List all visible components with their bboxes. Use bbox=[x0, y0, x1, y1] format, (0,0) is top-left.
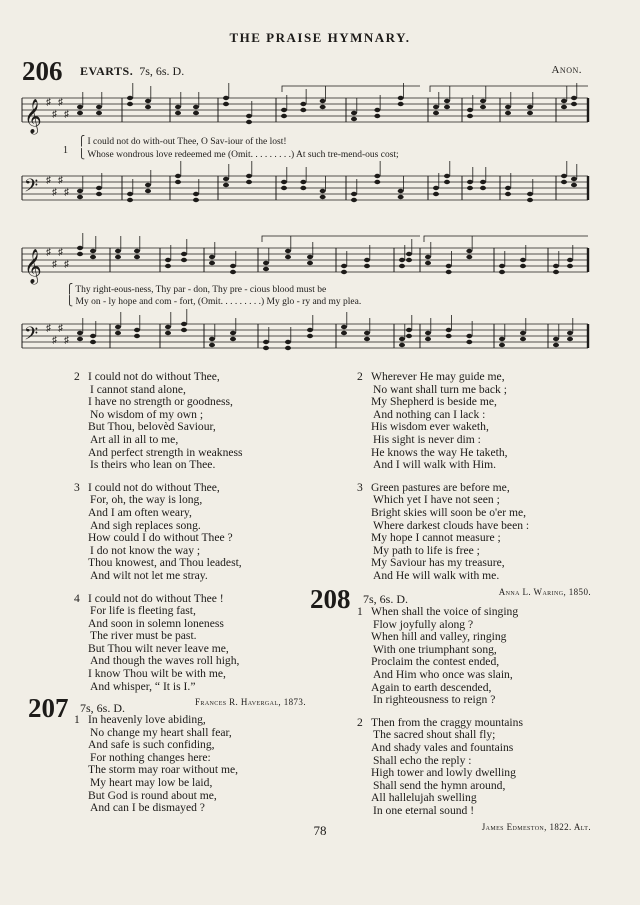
note-head bbox=[425, 261, 431, 265]
note-head bbox=[300, 180, 306, 184]
note-head bbox=[398, 195, 404, 199]
note-head bbox=[193, 198, 199, 202]
hymn-207-number: 207 bbox=[28, 693, 69, 723]
note-head bbox=[181, 252, 187, 256]
note-head bbox=[230, 264, 236, 268]
note-head bbox=[520, 331, 526, 335]
volta-bracket bbox=[262, 236, 420, 242]
note-head bbox=[209, 255, 215, 259]
note-head bbox=[553, 270, 559, 274]
note-head bbox=[567, 264, 573, 268]
note-head bbox=[527, 111, 533, 115]
volta-bracket bbox=[424, 236, 588, 242]
note-head bbox=[193, 111, 199, 115]
stanza: 3 I could not do without Thee, For, oh, the way is long, And I am often weary, And sigh replaces song. How could I do without Thee ? I do not know the way ; Thou knowest, and Thou leadest, And wilt not let me stray. bbox=[74, 480, 242, 582]
note-head bbox=[263, 340, 269, 344]
sharp-icon: ♯ bbox=[64, 187, 69, 198]
note-head bbox=[145, 99, 151, 103]
hymn-206-tune-line bbox=[80, 64, 184, 79]
underlay-s2-line1: ⎧ Thy right-eous-ness, Thy par - don, Thy pre - cious blood must be bbox=[66, 285, 327, 295]
note-head bbox=[193, 105, 199, 109]
note-head bbox=[223, 177, 229, 181]
note-head bbox=[364, 264, 370, 268]
note-head bbox=[145, 105, 151, 109]
note-head bbox=[399, 337, 405, 341]
note-head bbox=[527, 105, 533, 109]
note-head bbox=[341, 264, 347, 268]
system-2-bass-staff bbox=[0, 318, 640, 362]
stanza: 3 Green pastures are before me, Which yet I have not seen ; Bright skies will soon be o'er me, Where darkest clouds have been : My hope I cannot measure ; My path to life is free ; My Saviour has my treasure, And He will walk with me. Anna L. Waring, 1850. bbox=[357, 482, 597, 597]
stanza: 2 Then from the craggy mountains The sacred shout shall fly; And shady vales and fountains Shall echo the reply : High tower and lowly dwelling Shall send the hymn around, All hallelujah swelling In one eternal sound ! James Edmeston, 1822. Alt. bbox=[357, 717, 597, 832]
note-head bbox=[505, 111, 511, 115]
sharp-icon: ♯ bbox=[52, 335, 57, 346]
note-head bbox=[351, 117, 357, 121]
note-head bbox=[175, 180, 181, 184]
note-head bbox=[193, 192, 199, 196]
underlay-s1-line1: ⎧ I could not do with-out Thee, O Sav-iour of the lost! bbox=[78, 137, 287, 147]
note-head bbox=[263, 267, 269, 271]
note-head bbox=[77, 252, 83, 256]
note-head bbox=[466, 340, 472, 344]
note-head bbox=[115, 255, 121, 259]
note-head bbox=[446, 334, 452, 338]
note-head bbox=[571, 177, 577, 181]
note-head bbox=[209, 343, 215, 347]
system-1-treble-staff bbox=[0, 92, 640, 136]
note-head bbox=[444, 99, 450, 103]
note-head bbox=[77, 105, 83, 109]
note-head bbox=[285, 340, 291, 344]
note-head bbox=[165, 331, 171, 335]
note-head bbox=[127, 192, 133, 196]
bass-clef-icon: 𝄢 bbox=[24, 324, 39, 349]
note-head bbox=[505, 186, 511, 190]
note-head bbox=[467, 180, 473, 184]
note-head bbox=[223, 102, 229, 106]
note-head bbox=[467, 186, 473, 190]
note-head bbox=[281, 180, 287, 184]
note-head bbox=[307, 261, 313, 265]
note-head bbox=[230, 337, 236, 341]
note-head bbox=[300, 108, 306, 112]
note-head bbox=[165, 325, 171, 329]
note-head bbox=[145, 183, 151, 187]
note-head bbox=[175, 105, 181, 109]
note-head bbox=[433, 111, 439, 115]
note-head bbox=[374, 114, 380, 118]
note-head bbox=[466, 334, 472, 338]
note-head bbox=[165, 264, 171, 268]
note-head bbox=[77, 189, 83, 193]
note-head bbox=[561, 105, 567, 109]
sharp-icon: ♯ bbox=[58, 97, 63, 108]
sharp-icon: ♯ bbox=[46, 247, 51, 258]
note-head bbox=[499, 270, 505, 274]
note-head bbox=[520, 264, 526, 268]
note-head bbox=[134, 334, 140, 338]
note-head bbox=[246, 174, 252, 178]
note-head bbox=[571, 102, 577, 106]
note-head bbox=[374, 180, 380, 184]
note-head bbox=[127, 102, 133, 106]
underlay-s1-line2: ⎩ Whose wondrous love redeemed me (Omit. . . . . . . . .) At such tre-mend-ous cost; bbox=[78, 150, 399, 160]
note-head bbox=[90, 334, 96, 338]
note-head bbox=[285, 249, 291, 253]
note-head bbox=[181, 328, 187, 332]
note-head bbox=[90, 249, 96, 253]
note-head bbox=[374, 108, 380, 112]
note-head bbox=[300, 186, 306, 190]
note-head bbox=[351, 111, 357, 115]
hymn-206-number: 206 bbox=[22, 56, 63, 86]
note-head bbox=[281, 186, 287, 190]
sharp-icon: ♯ bbox=[46, 323, 51, 334]
note-head bbox=[398, 102, 404, 106]
note-head bbox=[209, 261, 215, 265]
verse-mark: 1 bbox=[63, 145, 68, 156]
note-head bbox=[466, 249, 472, 253]
note-head bbox=[480, 186, 486, 190]
note-head bbox=[499, 264, 505, 268]
note-head bbox=[520, 337, 526, 341]
attribution: Frances R. Havergal, 1873. bbox=[195, 697, 306, 708]
note-head bbox=[398, 96, 404, 100]
note-head bbox=[480, 180, 486, 184]
note-head bbox=[263, 261, 269, 265]
note-head bbox=[77, 246, 83, 250]
note-head bbox=[425, 337, 431, 341]
sharp-icon: ♯ bbox=[58, 247, 63, 258]
note-head bbox=[399, 258, 405, 262]
note-head bbox=[527, 192, 533, 196]
note-head bbox=[480, 99, 486, 103]
note-head bbox=[341, 331, 347, 335]
note-head bbox=[406, 252, 412, 256]
sharp-icon: ♯ bbox=[58, 323, 63, 334]
hymn-206-stanzas bbox=[74, 371, 314, 717]
sharp-icon: ♯ bbox=[64, 335, 69, 346]
hymn-207-stanzas bbox=[357, 371, 597, 607]
note-head bbox=[281, 114, 287, 118]
note-head bbox=[223, 183, 229, 187]
composer: Anon. bbox=[551, 64, 582, 76]
note-head bbox=[505, 105, 511, 109]
note-head bbox=[406, 258, 412, 262]
note-head bbox=[96, 192, 102, 196]
system-1-bass-staff bbox=[0, 170, 640, 214]
note-head bbox=[553, 343, 559, 347]
treble-clef-icon: 𝄞 bbox=[24, 249, 42, 284]
note-head bbox=[571, 96, 577, 100]
note-head bbox=[425, 255, 431, 259]
note-head bbox=[444, 105, 450, 109]
stanza: 4 I could not do without Thee ! For life is fleeting fast, And soon in solemn loneness The river must be past. But Thou wilt never leave me, And though the waves roll high, I know Thou wilt be with me, And whisper, “ It is I.” Frances R. Havergal, 1873. bbox=[74, 593, 314, 708]
note-head bbox=[553, 264, 559, 268]
note-head bbox=[364, 258, 370, 262]
note-head bbox=[398, 189, 404, 193]
hymn-207-stanza-1 bbox=[74, 714, 314, 825]
note-head bbox=[364, 331, 370, 335]
note-head bbox=[246, 114, 252, 118]
tune-name: EVARTS. bbox=[80, 64, 134, 78]
note-head bbox=[181, 322, 187, 326]
hymn-208-meter: 7s, 6s. D. bbox=[363, 592, 409, 606]
note-head bbox=[181, 258, 187, 262]
note-head bbox=[115, 249, 121, 253]
note-head bbox=[444, 180, 450, 184]
note-head bbox=[399, 264, 405, 268]
page-number: 78 bbox=[313, 823, 327, 838]
note-head bbox=[230, 331, 236, 335]
note-head bbox=[446, 270, 452, 274]
note-head bbox=[527, 198, 533, 202]
treble-clef-icon: 𝄞 bbox=[24, 99, 42, 134]
note-head bbox=[374, 174, 380, 178]
sharp-icon: ♯ bbox=[52, 187, 57, 198]
note-head bbox=[567, 258, 573, 262]
hymn-208-stanzas bbox=[357, 606, 597, 842]
sharp-icon: ♯ bbox=[64, 109, 69, 120]
note-head bbox=[505, 192, 511, 196]
note-head bbox=[341, 325, 347, 329]
note-head bbox=[230, 270, 236, 274]
note-head bbox=[134, 249, 140, 253]
note-head bbox=[145, 189, 151, 193]
note-head bbox=[223, 96, 229, 100]
note-head bbox=[320, 105, 326, 109]
note-head bbox=[77, 331, 83, 335]
underlay-s2-line2: ⎩ My on - ly hope and com - fort, (Omit. . . . . . . . .) My glo - ry and my plea. bbox=[66, 297, 362, 307]
running-title: THE PRAISE HYMNARY. bbox=[229, 30, 411, 45]
volta-bracket bbox=[430, 86, 588, 92]
note-head bbox=[480, 105, 486, 109]
stanza: 1 When shall the voice of singing Flow joyfully along ? When hill and valley, ringing With one triumphant song, Proclaim the contest ended, And Him who once was slain, Again to earth descended, In righteousness to reign ? bbox=[357, 605, 519, 707]
note-head bbox=[96, 186, 102, 190]
note-head bbox=[467, 114, 473, 118]
hymn-207-meter: 7s, 6s. D. bbox=[80, 701, 126, 715]
note-head bbox=[351, 192, 357, 196]
note-head bbox=[571, 183, 577, 187]
note-head bbox=[175, 174, 181, 178]
note-head bbox=[467, 108, 473, 112]
note-head bbox=[444, 174, 450, 178]
note-head bbox=[406, 328, 412, 332]
sharp-icon: ♯ bbox=[64, 259, 69, 270]
note-head bbox=[246, 180, 252, 184]
note-head bbox=[281, 108, 287, 112]
note-head bbox=[307, 328, 313, 332]
note-head bbox=[77, 111, 83, 115]
note-head bbox=[285, 346, 291, 350]
note-head bbox=[425, 331, 431, 335]
note-head bbox=[127, 96, 133, 100]
note-head bbox=[115, 325, 121, 329]
note-head bbox=[466, 255, 472, 259]
note-head bbox=[320, 99, 326, 103]
note-head bbox=[134, 255, 140, 259]
note-head bbox=[96, 105, 102, 109]
note-head bbox=[77, 337, 83, 341]
stanza: 2 Wherever He may guide me, No want shall turn me back ; My Shepherd is beside me, And nothing can I lack : His wisdom ever waketh, His sight is never dim : He knows the way He taketh, And I will walk with Him. bbox=[357, 370, 508, 472]
note-head bbox=[446, 328, 452, 332]
note-head bbox=[567, 337, 573, 341]
note-head bbox=[341, 270, 347, 274]
stanza: 2 I could not do without Thee, I cannot stand alone, I have no strength or goodness, No wisdom of my own ; But Thou, belovèd Saviour, Art all in all to me, And perfect strength in weakness Is theirs who lean on Thee. bbox=[74, 370, 243, 472]
note-head bbox=[96, 111, 102, 115]
note-head bbox=[364, 337, 370, 341]
note-head bbox=[300, 102, 306, 106]
sharp-icon: ♯ bbox=[52, 109, 57, 120]
note-head bbox=[520, 258, 526, 262]
note-head bbox=[320, 195, 326, 199]
note-head bbox=[433, 105, 439, 109]
note-head bbox=[320, 189, 326, 193]
bass-clef-icon: 𝄢 bbox=[24, 176, 39, 201]
note-head bbox=[307, 255, 313, 259]
note-head bbox=[561, 180, 567, 184]
note-head bbox=[134, 328, 140, 332]
sharp-icon: ♯ bbox=[46, 175, 51, 186]
note-head bbox=[433, 192, 439, 196]
note-head bbox=[567, 331, 573, 335]
note-head bbox=[561, 99, 567, 103]
note-head bbox=[209, 337, 215, 341]
sharp-icon: ♯ bbox=[46, 97, 51, 108]
note-head bbox=[399, 343, 405, 347]
note-head bbox=[263, 346, 269, 350]
sharp-icon: ♯ bbox=[52, 259, 57, 270]
system-2-treble-staff bbox=[0, 242, 640, 286]
note-head bbox=[246, 120, 252, 124]
note-head bbox=[90, 340, 96, 344]
attribution: James Edmeston, 1822. Alt. bbox=[481, 821, 591, 832]
note-head bbox=[561, 174, 567, 178]
note-head bbox=[127, 198, 133, 202]
sharp-icon: ♯ bbox=[58, 175, 63, 186]
note-head bbox=[499, 337, 505, 341]
note-head bbox=[115, 331, 121, 335]
attribution: Anna L. Waring, 1850. bbox=[498, 586, 591, 597]
note-head bbox=[433, 186, 439, 190]
note-head bbox=[165, 258, 171, 262]
note-head bbox=[90, 255, 96, 259]
note-head bbox=[499, 343, 505, 347]
tune-meter: 7s, 6s. D. bbox=[139, 64, 185, 78]
note-head bbox=[553, 337, 559, 341]
volta-bracket bbox=[282, 86, 420, 92]
note-head bbox=[285, 255, 291, 259]
hymn-208-number: 208 bbox=[310, 584, 351, 614]
note-head bbox=[406, 334, 412, 338]
stanza: 1 In heavenly love abiding, No change my heart shall fear, And safe is such confiding, For nothing changes here: The storm may roar without me, My heart may low be laid, But God is round about me, And can I be dismayed ? bbox=[74, 713, 239, 815]
note-head bbox=[446, 264, 452, 268]
note-head bbox=[351, 198, 357, 202]
note-head bbox=[307, 334, 313, 338]
note-head bbox=[175, 111, 181, 115]
note-head bbox=[77, 195, 83, 199]
